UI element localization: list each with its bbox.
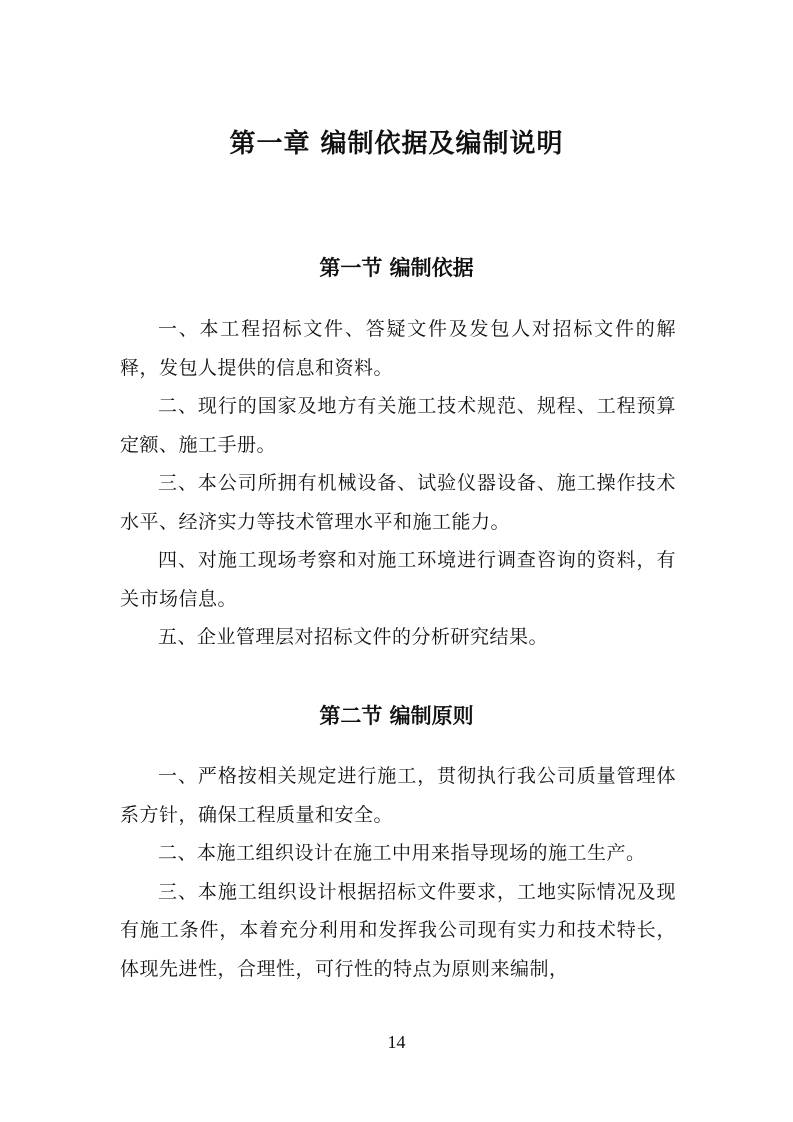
section-title-principles: 第二节 编制原则 [319,704,474,728]
chapter-title: 第一章 编制依据及编制说明 [229,129,564,159]
paragraph: 四、对施工现场考察和对施工环境进行调查咨询的资料，有关市场信息。 [120,549,676,610]
paragraph: 一、本工程招标文件、答疑文件及发包人对招标文件的解释，发包人提供的信息和资料。 [120,318,676,379]
paragraph: 二、现行的国家及地方有关施工技术规范、规程、工程预算定额、施工手册。 [120,395,676,456]
section-title-basis: 第一节 编制依据 [319,256,474,280]
section-principles-body [120,757,676,988]
paragraph: 二、本施工组织设计在施工中用来指导现场的施工生产。 [158,842,646,864]
page-number: 14 [387,1032,406,1052]
paragraph: 五、企业管理层对招标文件的分析研究结果。 [158,626,549,648]
paragraph: 三、本施工组织设计根据招标文件要求，工地实际情况及现有施工条件，本着充分利用和发挥我公司现有实力和技术特长，体现先进性，合理性，可行性的特点为原则来编制， [120,880,676,980]
section-basis-body [120,310,676,657]
paragraph: 一、严格按相关规定进行施工，贯彻执行我公司质量管理体系方针，确保工程质量和安全。 [120,765,676,826]
paragraph: 三、本公司所拥有机械设备、试验仪器设备、施工操作技术水平、经济实力等技术管理水平和施工能力。 [120,472,676,533]
